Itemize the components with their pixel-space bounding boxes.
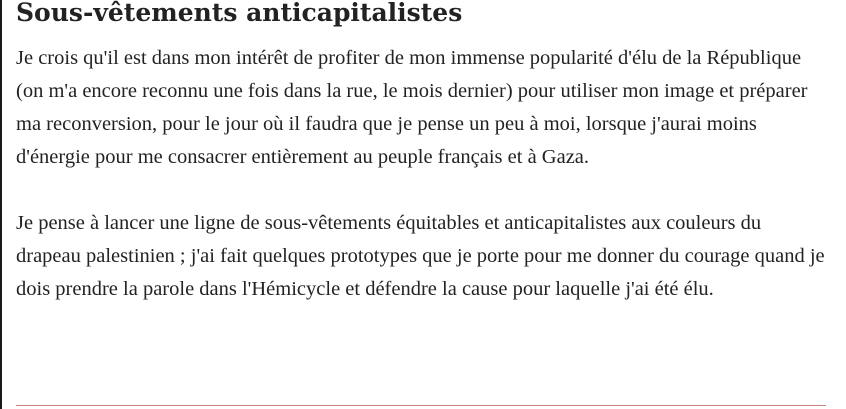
left-border-rule bbox=[0, 0, 2, 409]
section-heading: Sous-vêtements anticapitalistes bbox=[16, 0, 463, 27]
section-divider bbox=[16, 405, 826, 406]
article-section bbox=[16, 0, 828, 306]
paragraph-2: Je pense à lancer une ligne de sous-vêtements équitables et anticapitalistes aux couleurs du drapeau palestinien ; j'ai fait quelques prototypes que je porte pour me donner du courage quand je dois prendre la parole dans l'Hémicycle et défendre la cause pour laquelle j'ai été élu. bbox=[16, 212, 825, 300]
paragraph-1: Je crois qu'il est dans mon intérêt de profiter de mon immense popularité d'élu de la République (on m'a encore reconnu une fois dans la rue, le mois dernier) pour utiliser mon image et préparer ma reconversion, pour le jour où il faudra que je pense un peu à moi, lorsque j'aurai moins d'énergie pour me consacrer entièrement au peuple français et à Gaza. bbox=[16, 47, 808, 168]
